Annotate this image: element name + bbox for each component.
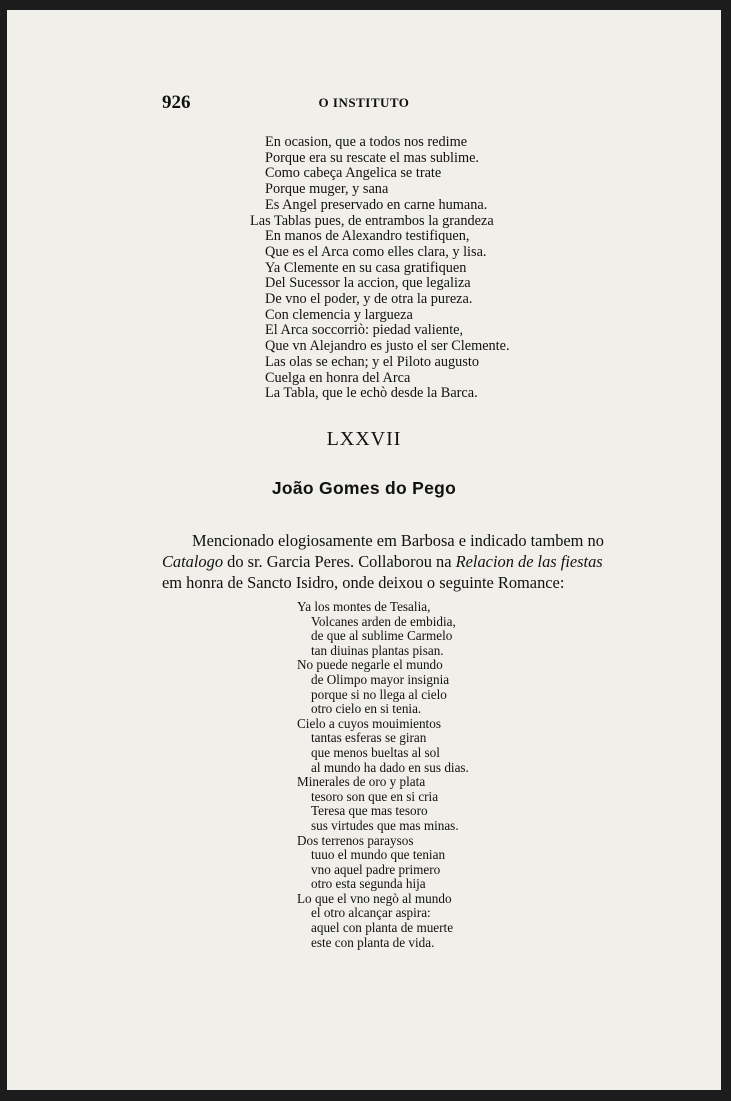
page-header (7, 92, 721, 116)
verse-line: Que es el Arca como elles clara, y lisa. (265, 243, 487, 260)
verse-block-2 (297, 600, 557, 950)
verse-line: De vno el poder, y de otra la pureza. (265, 291, 473, 308)
verse-line: En ocasion, que a todos nos redime (265, 134, 468, 150)
verse-line: de Olimpo mayor insignia (311, 671, 450, 687)
page-number: 926 (162, 92, 191, 113)
verse-line: Ya Clemente en su casa gratifiquen (265, 259, 467, 276)
intro-paragraph (162, 530, 642, 593)
verse-line: Volcanes arden de embidia, (311, 613, 456, 629)
verse-line: Con clemencia y largueza (265, 306, 413, 323)
verse-line: aquel con planta de muerte (311, 920, 454, 936)
verse-line: Las Tablas pues, de entrambos la grandeza (250, 212, 494, 229)
verse-line: vno aquel padre primero (311, 861, 441, 877)
verse-line: porque si no llega al cielo (311, 686, 447, 702)
verse-line: tuuo el mundo que tenian (311, 847, 446, 863)
intro-line-3: em honra de Sancto Isidro, onde deixou o seguinte Romance: (162, 573, 565, 592)
verse-line: Cielo a cuyos mouimientos (297, 715, 441, 731)
verse-line: el otro alcançar aspira: (311, 905, 431, 921)
verse-line: Lo que el vno negò al mundo (297, 890, 452, 906)
verse-line: Porque era su rescate el mas sublime. (265, 149, 479, 166)
verse-line: sus virtudes que mas minas. (311, 817, 459, 833)
verse-line: No puede negarle el mundo (297, 657, 443, 673)
verse-line: al mundo ha dado en sus dias. (311, 759, 469, 775)
relacion-title: Relacion de las fiestas (455, 552, 603, 571)
verse-line: que menos bueltas al sol (311, 744, 440, 760)
verse-line: En manos de Alexandro testifiquen, (265, 228, 470, 245)
catalogo-title: Catalogo (162, 552, 224, 571)
verse-line: otro esta segunda hija (311, 876, 426, 892)
verse-line: este con planta de vida. (311, 934, 435, 950)
verse-line: Las olas se echan; y el Piloto augusto (265, 353, 480, 370)
verse-line: Teresa que mas tesoro (311, 803, 428, 819)
verse-line: Que vn Alejandro es justo el ser Clemente. (265, 338, 510, 355)
chapter-number: LXXVII (326, 428, 402, 450)
verse-line: tan diuinas plantas pisan. (311, 642, 444, 658)
author-heading: João Gomes do Pego (271, 478, 457, 498)
running-title: O INSTITUTO (318, 95, 410, 110)
verse-block-1 (250, 135, 570, 402)
verse-line: tantas esferas se giran (311, 730, 427, 746)
verse-line: Porque muger, y sana (265, 181, 389, 198)
verse-line: tesoro son que en si cria (311, 788, 439, 804)
verse-line: Cuelga en honra del Arca (265, 369, 411, 386)
verse-line: Es Angel preservado en carne humana. (265, 196, 488, 213)
intro-line-2-text: do sr. Garcia Peres. Collaborou na (223, 552, 456, 571)
verse-line: El Arca soccorriò: piedad valiente, (265, 322, 464, 339)
verse-line: Como cabeça Angelica se trate (265, 165, 442, 182)
verse-line: otro cielo en si tenia. (311, 701, 422, 717)
book-page (7, 10, 721, 1090)
verse-line: de que al sublime Carmelo (311, 628, 453, 644)
verse-line: Dos terrenos paraysos (297, 832, 414, 848)
verse-line: Ya los montes de Tesalia, (297, 599, 431, 614)
intro-line-1: Mencionado elogiosamente em Barbosa e indicado tambem no (192, 531, 604, 550)
intro-line-2 (162, 551, 642, 572)
verse-line: Del Sucessor la accion, que legaliza (265, 275, 471, 292)
verse-line: La Tabla, que le echò desde la Barca. (265, 385, 478, 402)
verse-line: Minerales de oro y plata (297, 774, 426, 790)
